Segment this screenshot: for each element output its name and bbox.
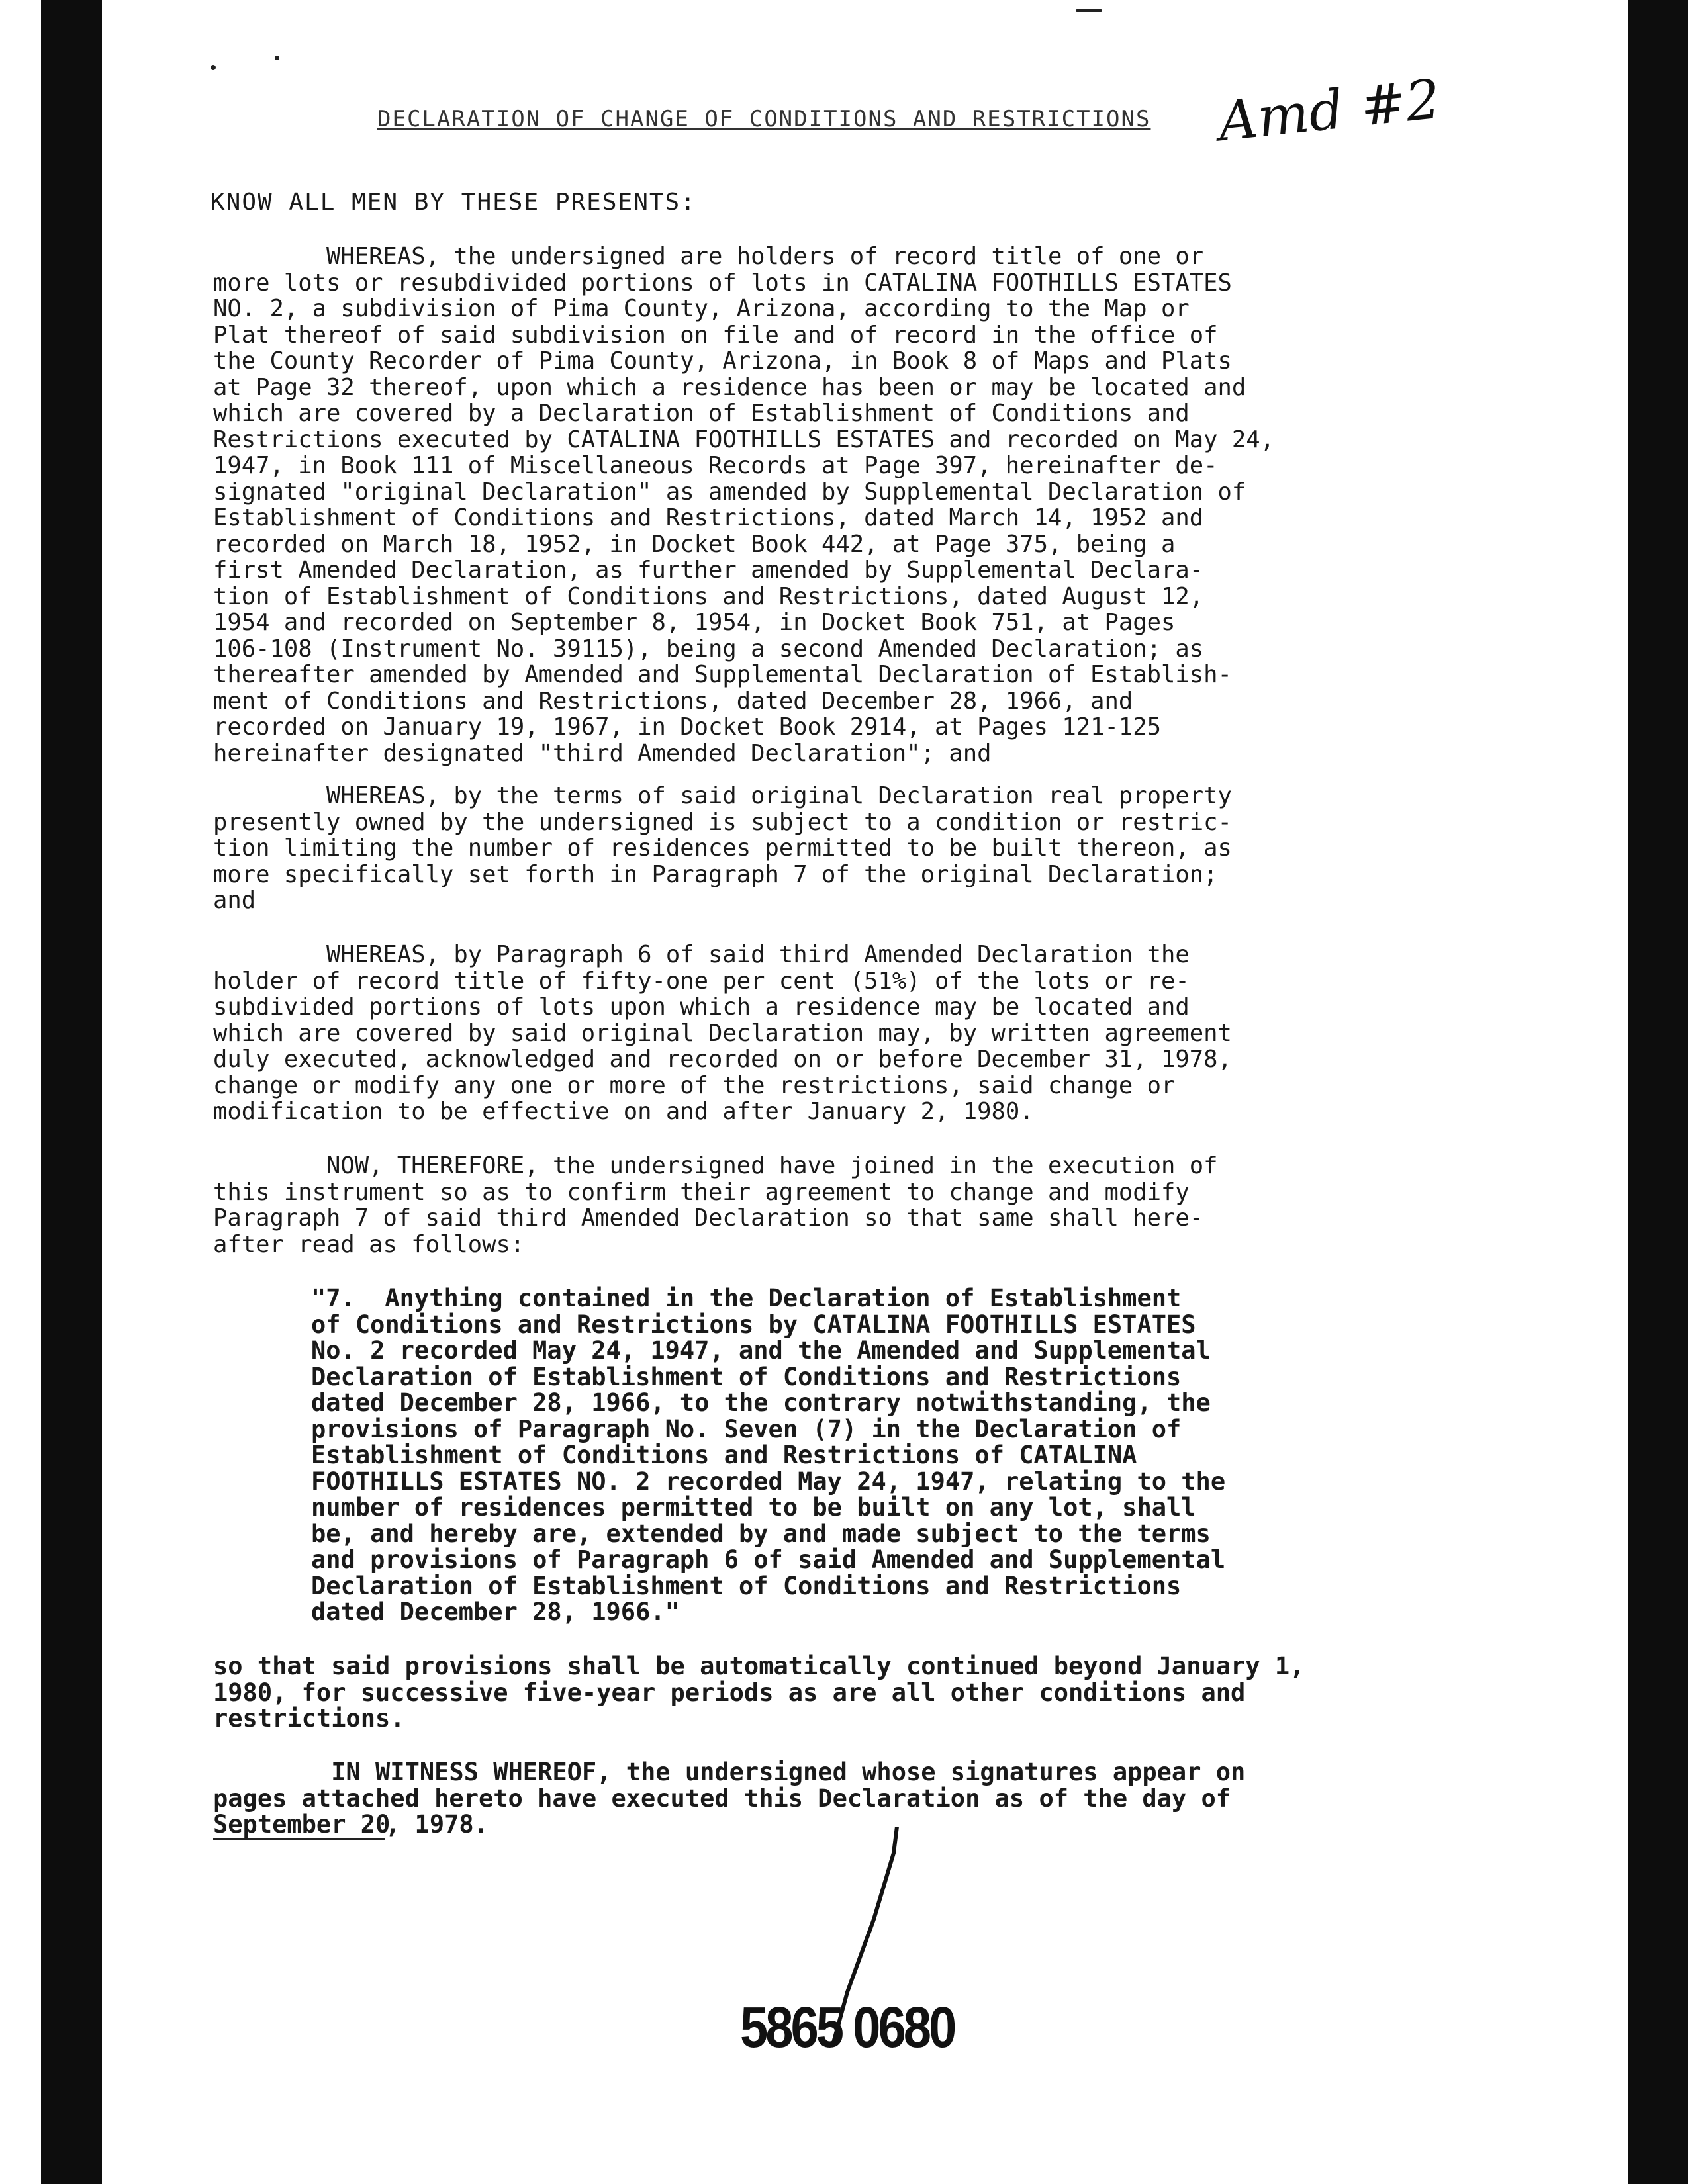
text-line: which are covered by a Declaration of Establishment of Conditions and [213, 400, 1190, 427]
text-line: more lots or resubdivided portions of lots in CATALINA FOOTHILLS ESTATES [213, 269, 1232, 296]
text-line: Establishment of Conditions and Restrictions of CATALINA [311, 1441, 1137, 1469]
text-line: so that said provisions shall be automatically continued beyond January 1, [213, 1652, 1305, 1680]
text-line: presently owned by the undersigned is subject to a condition or restric- [213, 808, 1232, 836]
scan-left-border [41, 0, 102, 2184]
date-filled: September 20 [213, 1810, 391, 1839]
text-line: recorded on January 19, 1967, in Docket Book 2914, at Pages 121-125 [213, 713, 1161, 741]
text-line: Restrictions executed by CATALINA FOOTHILLS ESTATES and recorded on May 24, [213, 426, 1274, 453]
text-line: thereafter amended by Amended and Supplemental Declaration of Establish- [213, 661, 1232, 688]
text-line: recorded on March 18, 1952, in Docket Book 442, at Page 375, being a [213, 530, 1176, 558]
whereas-paragraph-1 [213, 244, 1358, 766]
docket-page-stamp: 5865 0680 [740, 1995, 955, 2060]
quoted-paragraph-7 [311, 1285, 1344, 1625]
scan-speck [211, 65, 216, 70]
text-line: FOOTHILLS ESTATES NO. 2 recorded May 24, 1947, relating to the [311, 1467, 1226, 1496]
text-line: tion limiting the number of residences permitted to be built thereon, as [213, 835, 1232, 862]
text-line: modification to be effective on and after January 2, 1980. [213, 1098, 1034, 1125]
date-year: , 1978. [385, 1810, 489, 1839]
salutation: KNOW ALL MEN BY THESE PRESENTS: [211, 189, 696, 216]
text-line: tion of Establishment of Conditions and Restrictions, dated August 12, [213, 582, 1204, 610]
text-line: hereinafter designated "third Amended Declaration"; and [213, 739, 992, 767]
scan-speck [275, 56, 279, 60]
text-line: which are covered by said original Declaration may, by written agreement [213, 1019, 1232, 1047]
text-line: be, and hereby are, extended by and made subject to the terms [311, 1519, 1211, 1548]
whereas-paragraph-3 [213, 942, 1358, 1125]
text-line: "7. Anything contained in the Declaration of Establishment [311, 1284, 1182, 1312]
text-line: Plat thereof of said subdivision on file and of record in the office of [213, 321, 1218, 349]
text-line: and [213, 887, 256, 914]
text-line: Paragraph 7 of said third Amended Declaration so that same shall here- [213, 1205, 1204, 1232]
date-line [213, 1811, 1358, 1840]
text-line: 1947, in Book 111 of Miscellaneous Records at Page 397, hereinafter de- [213, 452, 1218, 479]
text-line: of Conditions and Restrictions by CATALINA FOOTHILLS ESTATES [311, 1310, 1196, 1339]
text-line: NOW, THEREFORE, the undersigned have joined in the execution of [213, 1152, 1218, 1179]
text-line: NO. 2, a subdivision of Pima County, Arizona, according to the Map or [213, 295, 1190, 322]
text-line: signated "original Declaration" as amended by Supplemental Declaration of [213, 478, 1246, 506]
text-line: No. 2 recorded May 24, 1947, and the Amended and Supplemental [311, 1336, 1211, 1365]
text-line: pages attached hereto have executed this Declaration as of the day of [213, 1784, 1231, 1813]
text-line: number of residences permitted to be built on any lot, shall [311, 1493, 1196, 1522]
in-witness-paragraph [213, 1759, 1358, 1840]
text-line: after read as follows: [213, 1230, 525, 1258]
scan-right-border [1628, 0, 1688, 2184]
text-line: 1954 and recorded on September 8, 1954, in Docket Book 751, at Pages [213, 609, 1176, 636]
text-line: holder of record title of fifty-one per cent (51%) of the lots or re- [213, 967, 1190, 995]
text-line: Establishment of Conditions and Restrictions, dated March 14, 1952 and [213, 504, 1204, 531]
text-line: duly executed, acknowledged and recorded on or before December 31, 1978, [213, 1046, 1232, 1073]
text-line: 1980, for successive five-year periods as are all other conditions and [213, 1678, 1246, 1707]
text-line: and provisions of Paragraph 6 of said Amended and Supplemental [311, 1545, 1226, 1574]
text-line: dated December 28, 1966, to the contrary notwithstanding, the [311, 1388, 1211, 1417]
whereas-paragraph-2 [213, 783, 1358, 914]
text-line: restrictions. [213, 1704, 405, 1733]
text-line: Declaration of Establishment of Conditions and Restrictions [311, 1571, 1182, 1600]
text-line: WHEREAS, by Paragraph 6 of said third Amended Declaration the [213, 941, 1190, 968]
now-therefore-paragraph [213, 1153, 1358, 1257]
text-line: this instrument so as to confirm their agreement to change and modify [213, 1178, 1190, 1206]
continuation-paragraph [213, 1653, 1358, 1732]
text-line: at Page 32 thereof, upon which a residence has been or may be located and [213, 373, 1246, 401]
text-line: change or modify any one or more of the restrictions, said change or [213, 1071, 1176, 1099]
text-line: first Amended Declaration, as further amended by Supplemental Declara- [213, 557, 1204, 584]
text-line: the County Recorder of Pima County, Arizona, in Book 8 of Maps and Plats [213, 347, 1232, 375]
text-line: dated December 28, 1966." [311, 1598, 680, 1626]
text-line: Declaration of Establishment of Conditions and Restrictions [311, 1362, 1182, 1391]
text-line: ment of Conditions and Restrictions, dated December 28, 1966, and [213, 687, 1133, 715]
text-line: WHEREAS, by the terms of said original Declaration real property [213, 782, 1232, 809]
text-line: subdivided portions of lots upon which a residence may be located and [213, 993, 1190, 1021]
text-line: 106-108 (Instrument No. 39115), being a second Amended Declaration; as [213, 635, 1204, 662]
text-line: IN WITNESS WHEREOF, the undersigned whose signatures appear on [213, 1758, 1246, 1786]
text-line: WHEREAS, the undersigned are holders of record title of one or [213, 243, 1204, 270]
text-line: more specifically set forth in Paragraph 7 of the original Declaration; [213, 860, 1218, 888]
text-line: provisions of Paragraph No. Seven (7) in the Declaration of [311, 1414, 1182, 1443]
document-title: DECLARATION OF CHANGE OF CONDITIONS AND RESTRICTIONS [377, 106, 1151, 132]
scan-speck [1076, 9, 1102, 12]
handwritten-annotation: Amd #2 [1215, 68, 1444, 154]
